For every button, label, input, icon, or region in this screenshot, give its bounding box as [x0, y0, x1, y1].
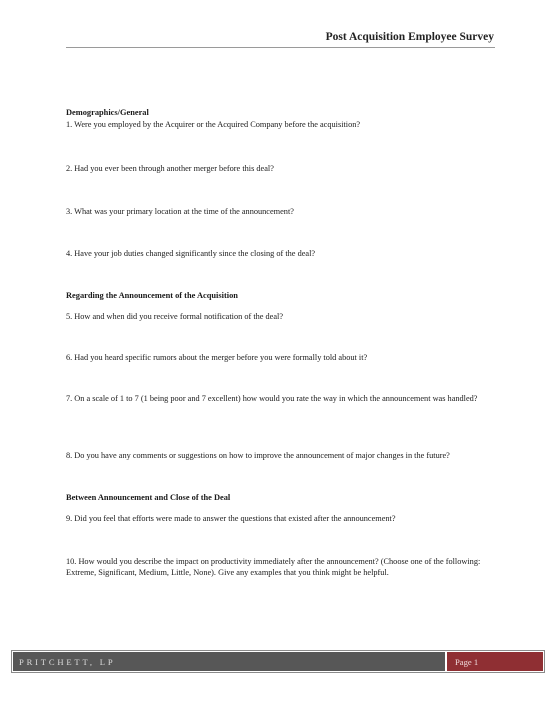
question-5: 5. How and when did you receive formal notification of the deal?: [66, 312, 284, 321]
section-heading-announcement: Regarding the Announcement of the Acquisition: [66, 291, 238, 300]
header-divider: [66, 47, 495, 48]
question-6: 6. Had you heard specific rumors about the merger before you were formally told about it?: [66, 353, 368, 362]
question-1: 1. Were you employed by the Acquirer or the Acquired Company before the acquisition?: [66, 120, 361, 129]
page-title: Post Acquisition Employee Survey: [325, 31, 494, 43]
question-10: 10. How would you describe the impact on productivity immediately after the announcement? (Choose one of the following: Extreme, Significant, Medium, Little, None). Give any examples that you think might be helpful.: [66, 557, 481, 577]
question-8: 8. Do you have any comments or suggestions on how to improve the announcement of major changes in the future?: [66, 451, 450, 460]
question-4: 4. Have your job duties changed significantly since the closing of the deal?: [66, 249, 316, 258]
page-number: Page 1: [447, 652, 543, 671]
section-heading-demographics: Demographics/General: [66, 108, 149, 117]
question-9: 9. Did you feel that efforts were made to answer the questions that existed after the announcement?: [66, 514, 396, 523]
page-footer: [11, 650, 545, 673]
question-3: 3. What was your primary location at the time of the announcement?: [66, 207, 294, 216]
section-heading-between: Between Announcement and Close of the Deal: [66, 493, 231, 502]
question-2: 2. Had you ever been through another merger before this deal?: [66, 164, 274, 173]
question-7: 7. On a scale of 1 to 7 (1 being poor and 7 excellent) how would you rate the way in which the announcement was handled?: [66, 394, 478, 403]
footer-company-name: PRITCHETT, LP: [13, 652, 445, 671]
